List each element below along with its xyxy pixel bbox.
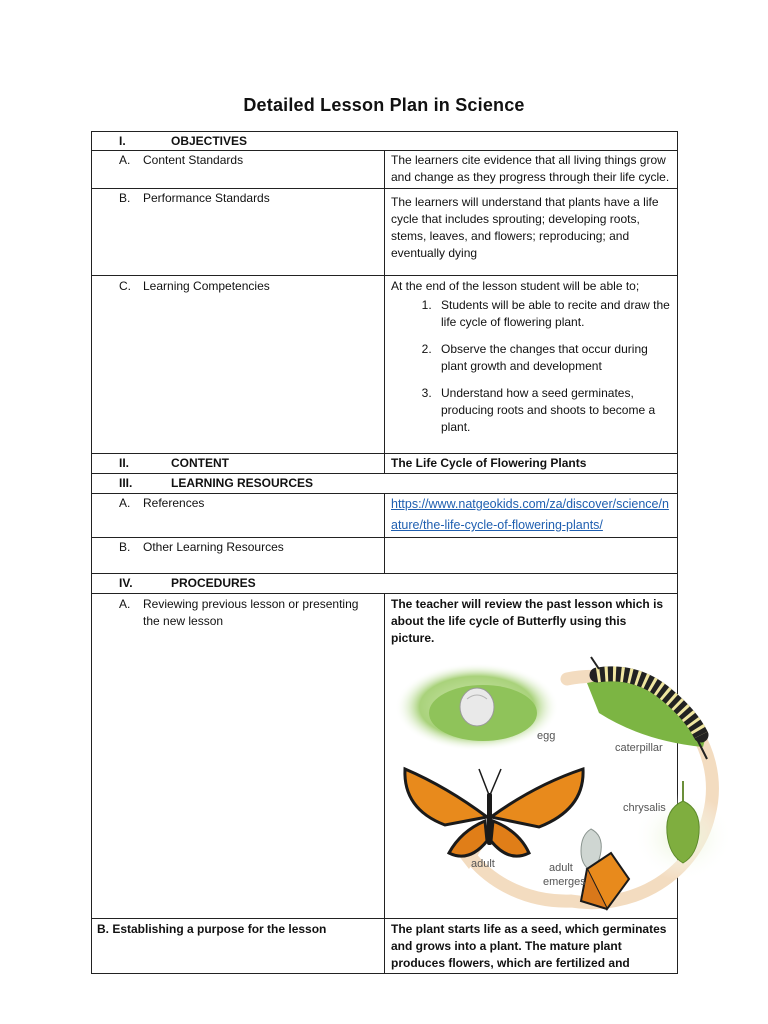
list-item: 3. Understand how a seed germinates, producing roots and shoots to become a plant. (435, 385, 671, 436)
section-title: CONTENT (171, 456, 229, 470)
section-row-procedures (92, 574, 678, 594)
row-value (385, 538, 678, 574)
row-key: A. (119, 496, 131, 510)
label-chrysalis: chrysalis (623, 802, 666, 814)
row-label: Reviewing previous lesson or presenting the new lesson (143, 597, 359, 628)
table-row-references (92, 494, 678, 538)
row-key: B. (119, 540, 131, 554)
section-row-content (92, 454, 678, 474)
label-adult-emerges-1: adult (549, 862, 573, 874)
table-row-establishing (92, 919, 678, 974)
list-item: 2. Observe the changes that occur during plant growth and development (435, 341, 671, 375)
competencies-intro: At the end of the lesson student will be able to; (391, 279, 640, 293)
row-label: B. Establishing a purpose for the lesson (92, 919, 385, 974)
section-title: LEARNING RESOURCES (171, 476, 314, 490)
section-number: IV. (119, 576, 133, 590)
page-title: Detailed Lesson Plan in Science (243, 95, 525, 115)
row-label: References (143, 496, 205, 510)
row-label: Performance Standards (143, 191, 270, 205)
label-adult: adult (471, 858, 495, 870)
adult-butterfly (405, 769, 583, 856)
label-egg: egg (537, 730, 556, 742)
table-row-reviewing (92, 594, 678, 919)
row-value: The plant starts life as a seed, which germinates and grows into a plant. The mature plant produces flowers, which are fertilized and (385, 919, 678, 974)
row-key: A. (119, 153, 131, 167)
egg (460, 688, 494, 726)
content-value: The Life Cycle of Flowering Plants (385, 454, 678, 474)
table-row-content-standards (92, 151, 678, 189)
row-value: The teacher will review the past lesson which is about the life cycle of Butterfly using this picture. (391, 597, 664, 645)
reference-link[interactable]: https://www.natgeokids.com/za/discover/science/nature/the-life-cycle-of-flowering-plants/ (391, 497, 669, 532)
row-key: B. (119, 191, 131, 205)
section-title: OBJECTIVES (171, 134, 248, 148)
section-title: PROCEDURES (171, 576, 256, 590)
row-value: The learners cite evidence that all living things grow and change as they progress through their life cycle. (385, 151, 678, 189)
table-row-performance-standards (92, 189, 678, 276)
label-adult-emerges-2: emerges (543, 876, 586, 888)
row-label: Other Learning Resources (143, 540, 284, 554)
competencies-list (391, 297, 671, 436)
table-row-learning-competencies (92, 276, 678, 454)
row-value: The learners will understand that plants have a life cycle that includes sprouting; developing roots, stems, leaves, and flowers; reproducing; and eventually dying (385, 189, 678, 276)
lesson-plan-table (91, 131, 678, 974)
butterfly-life-cycle-figure (391, 655, 763, 917)
row-key: A. (119, 597, 131, 611)
table-row-other-resources (92, 538, 678, 574)
section-number: III. (119, 476, 133, 490)
section-row-objectives (92, 132, 678, 151)
section-number: II. (119, 456, 130, 470)
section-row-learning-resources (92, 474, 678, 494)
section-number: I. (119, 134, 126, 148)
life-cycle-illustration (391, 655, 763, 917)
row-key: C. (119, 279, 131, 293)
list-item: 1. Students will be able to recite and draw the life cycle of flowering plant. (435, 297, 671, 331)
row-label: Learning Competencies (143, 279, 270, 293)
label-caterpillar: caterpillar (615, 742, 663, 754)
row-label: Content Standards (143, 153, 244, 167)
